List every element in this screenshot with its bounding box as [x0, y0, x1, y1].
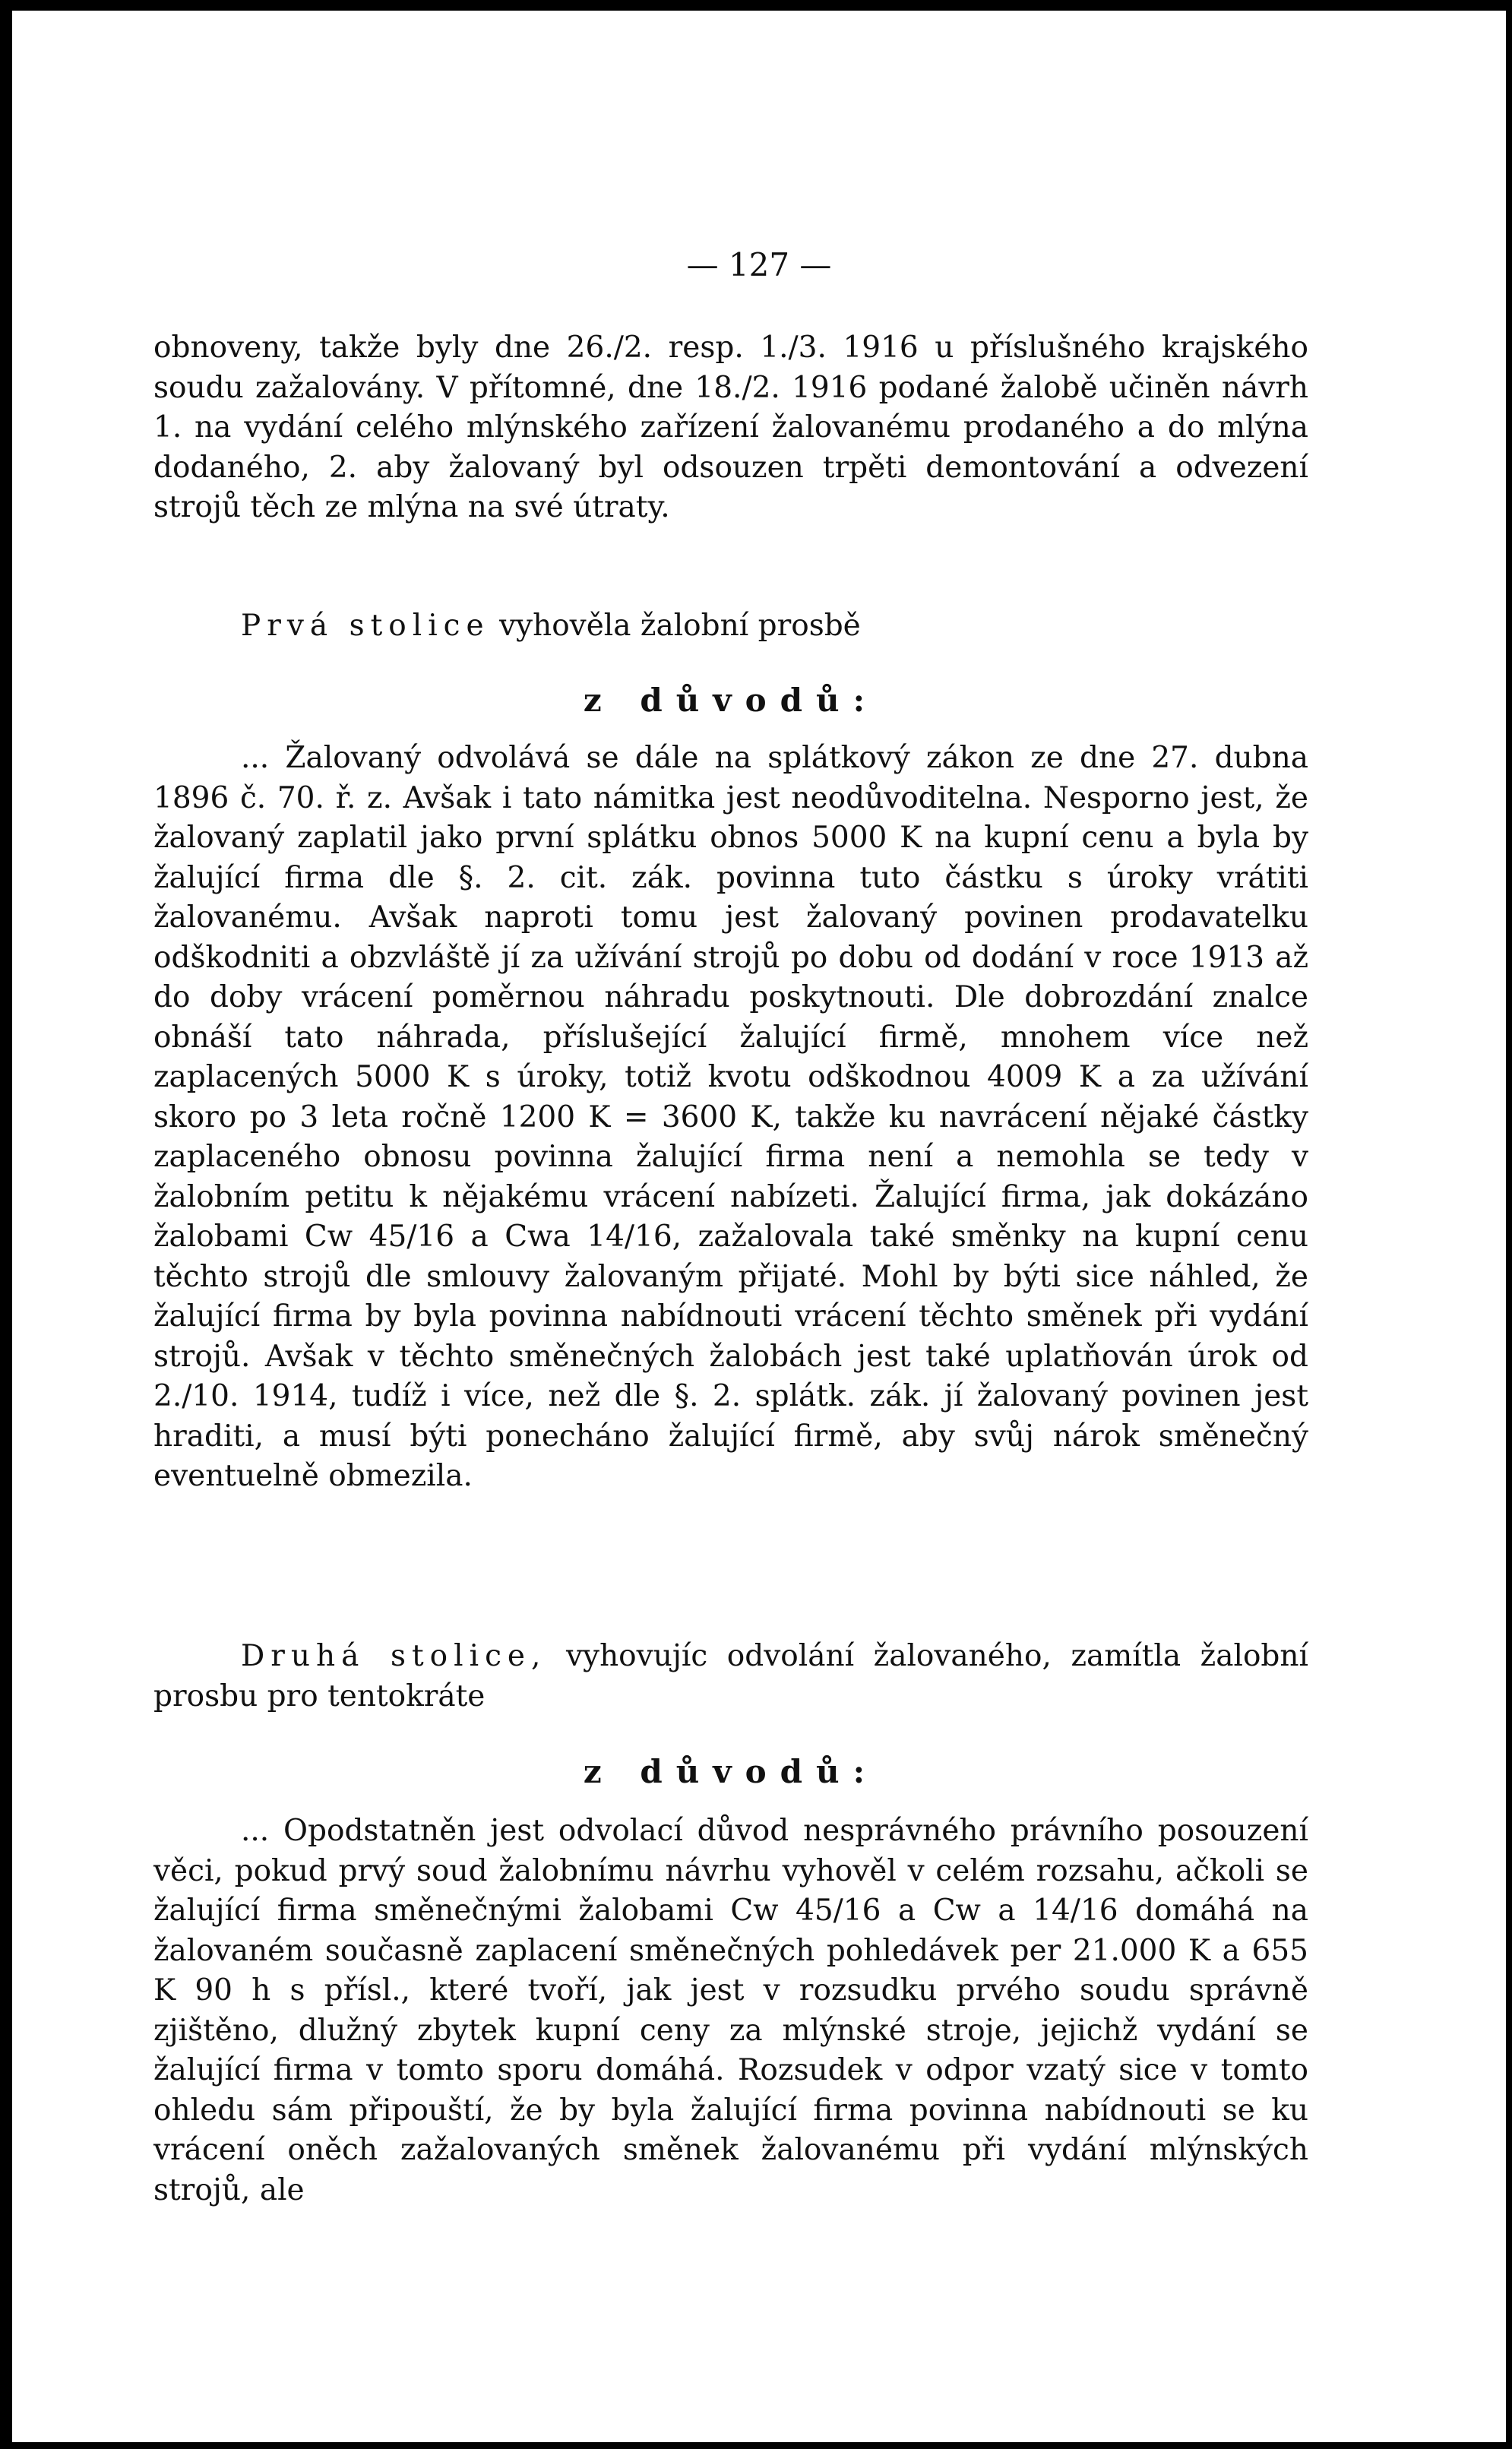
paragraph-1: obnoveny, takže byly dne 26./2. resp. 1./3. 1916 u příslušného krajského soudu zažalovány. V přítomné, dne 18./2. 1916 podané žalobě učiněn návrh 1. na vydání celého mlýnského zařízení žalovanému prodaného a do mlýna dodaného, 2. aby žalovaný byl odsouzen trpěti demontování a odvezení strojů těch ze mlýna na své útraty. [153, 331, 1308, 524]
second-instance-label: Druhá stolice, [241, 1639, 547, 1673]
paragraph-3: ... Opodstatněn jest odvolací důvod nesprávného právního posouzení věci, pokud prvý soud žalobnímu návrhu vyhověl v celém rozsahu, ačkoli se žalující firma směnečnými žalobami Cw 45/16 a Cw a 14/16 domáhá na žalovaném současně zaplacení směnečných pohledávek per 21.000 K a 655 K 90 h s přísl., které tvoří, jak jest v rozsudku prvého soudu správně zjištěno, dlužný zbytek kupní ceny za mlýnské stroje, jejichž vydání se žalující firma v tomto sporu domáhá. Rozsudek v odpor vzatý sice v tomto ohledu sám připouští, že by byla žalující firma povinna nabídnouti se ku vrácení oněch zažalovaných směnek žalovanému při vydání mlýnských strojů, ale [153, 1814, 1308, 2207]
heading-2-block [153, 1749, 1308, 1795]
document-page [12, 11, 1506, 2442]
heading-1-block [153, 678, 1308, 723]
second-instance-text: vyhovujíc odvolání žalovaného, zamítla žalobní prosbu pro tentokráte [153, 1639, 1308, 1713]
paragraph-2: ... Žalovaný odvolává se dále na splátkový zákon ze dne 27. dubna 1896 č. 70. ř. z. Avšak i tato námitka jest neodůvoditelna. Nesporno jest, že žalovaný zaplatil jako první splátku obnos 5000 K na kupní cenu a byla by žalující firma dle §. 2. cit. zák. povinna tuto částku s úroky vrátiti žalovanému. Avšak naproti tomu jest žalovaný povinen prodavatelku odškodniti a obzvláště jí za užívání strojů po dobu od dodání v roce 1913 až do doby vrácení poměrnou náhradu poskytnouti. Dle dobrozdání znalce obnáší tato náhrada, příslušející žalující firmě, mnohem více než zaplacených 5000 K s úroky, totiž kvotu odškodnou 4009 K a za užívání skoro po 3 leta ročně 1200 K = 3600 K, takže ku navrácení nějaké částky zaplaceného obnosu povinna žalující firma není a nemohla se tedy v žalobním petitu k nějakému vrácení nabízeti. Žalující firma, jak dokázáno žalobami Cw 45/16 a Cwa 14/16, zažalovala také směnky na kupní cenu těchto strojů dle smlouvy žalovaným přijaté. Mohl by býti sice náhled, že žalující firma by byla povinna nabídnouti vrácení těchto směnek při vydání strojů. Avšak v těchto směnečných žalobách jest také uplatňován úrok od 2./10. 1914, tudíž i více, než dle §. 2. splátk. zák. jí žalovaný povinen jest hraditi, a musí býti ponecháno žalující firmě, aby svůj nárok směnečný eventuelně obmezila. [153, 741, 1308, 1493]
heading-reasons-2: z důvodů: [583, 1753, 879, 1790]
first-instance-text: vyhověla žalobní prosbě [499, 609, 861, 643]
page-number: — 127 — [686, 246, 832, 283]
heading-reasons-1: z důvodů: [583, 682, 879, 719]
paragraph-2-block [153, 739, 1308, 1497]
second-instance-block [153, 1637, 1308, 1717]
first-instance-sentence [153, 606, 1308, 647]
second-instance-sentence [153, 1637, 1308, 1717]
first-instance-label: Prvá stolice [241, 609, 490, 643]
paragraph-1-block [153, 328, 1308, 528]
paragraph-3-block [153, 1811, 1308, 2210]
first-instance-block [153, 606, 1308, 647]
